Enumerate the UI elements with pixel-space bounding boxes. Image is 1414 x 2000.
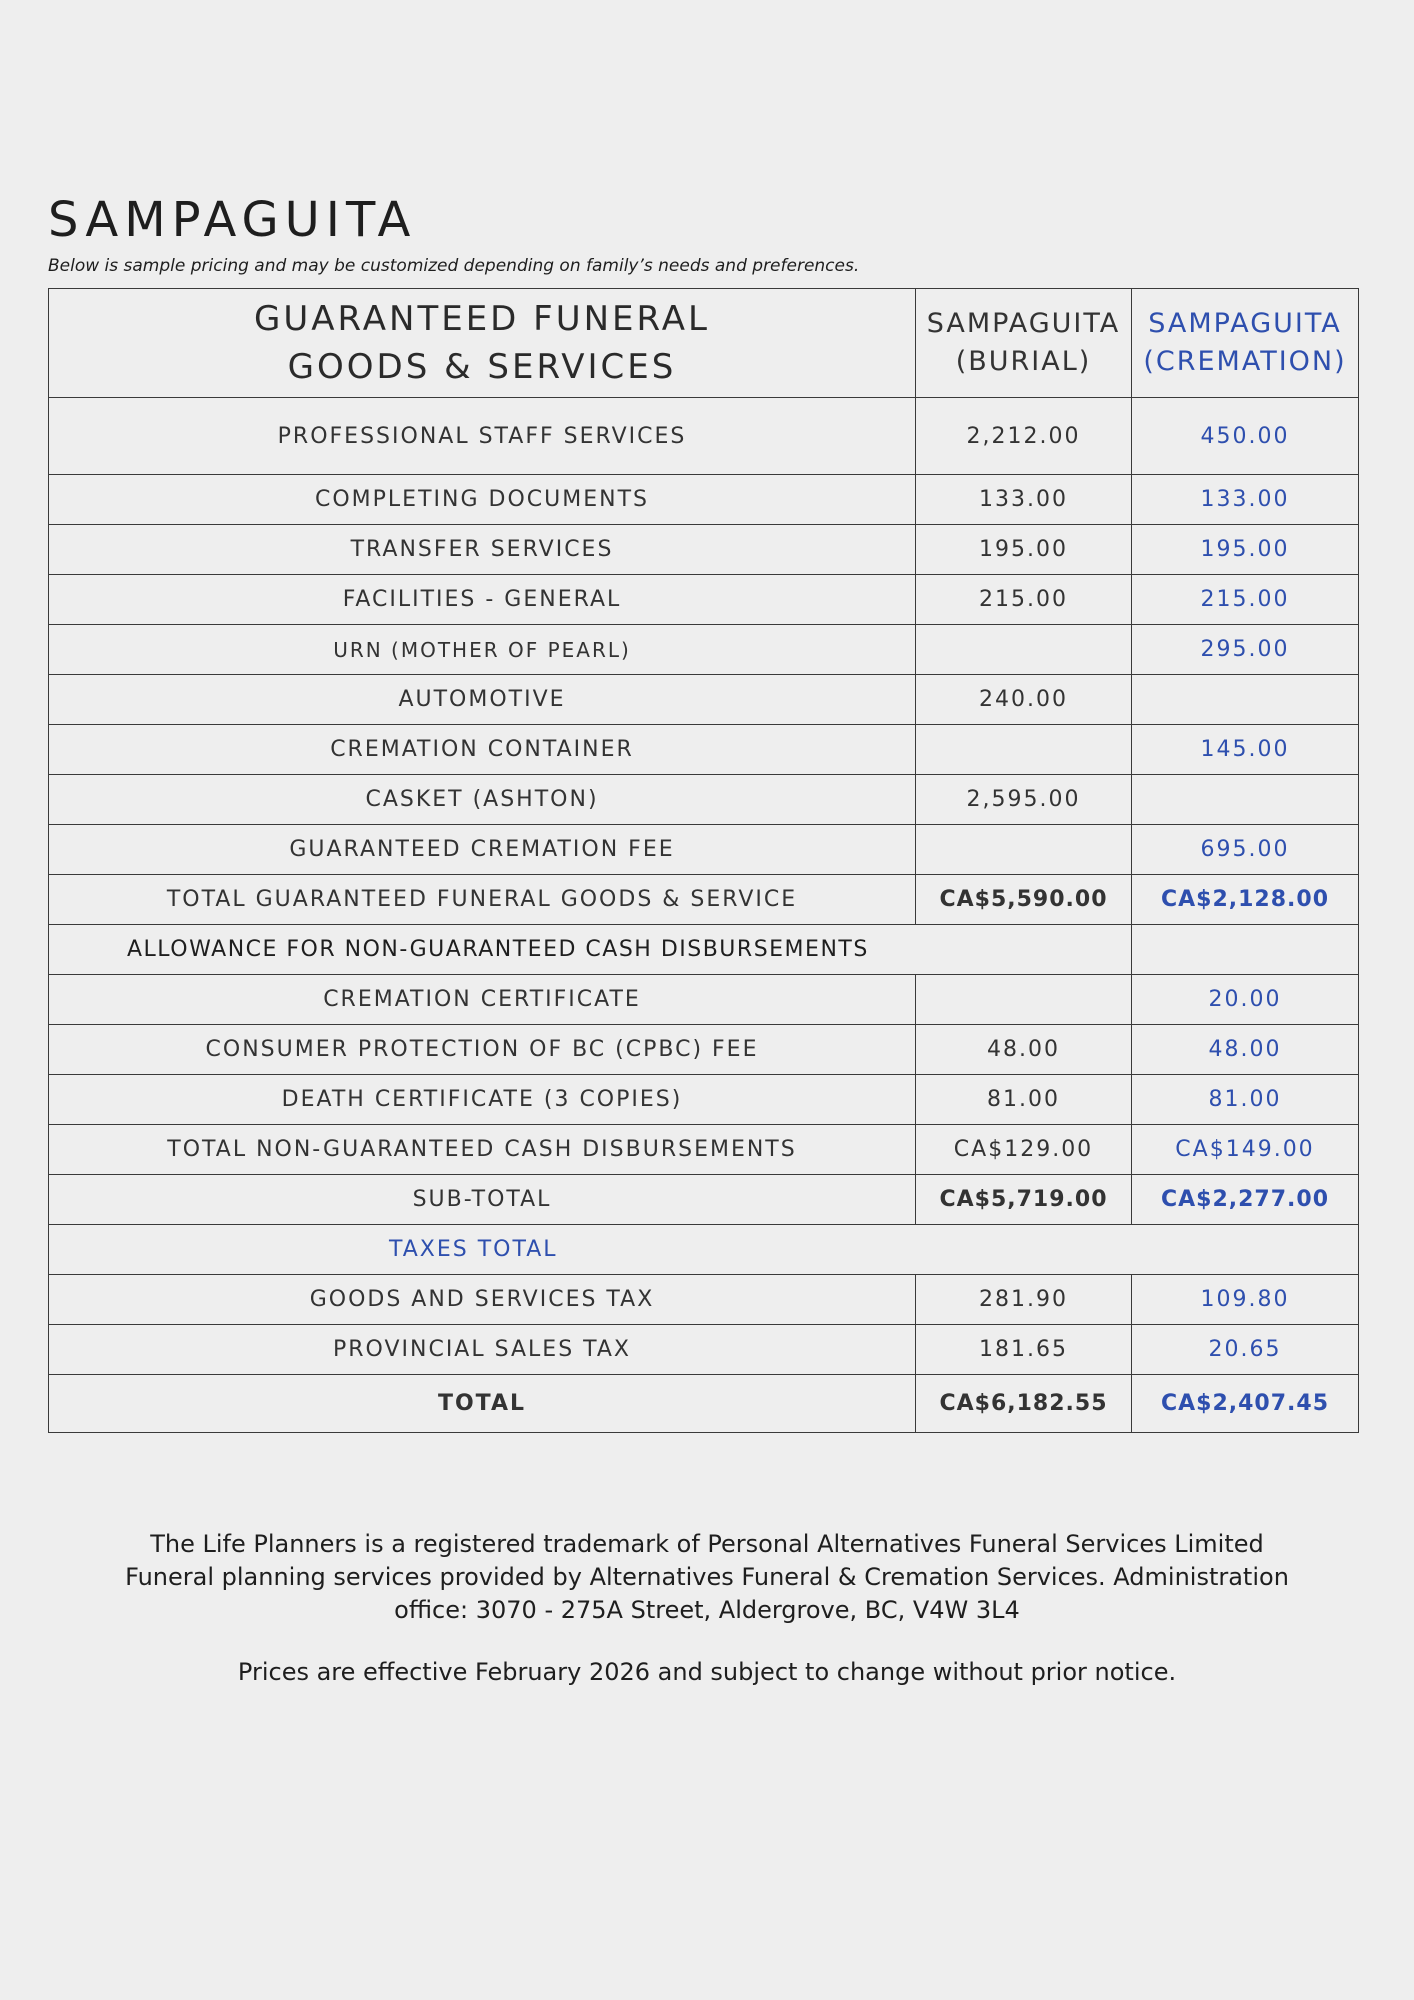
table-row — [49, 1025, 1359, 1075]
row-label: GOODS AND SERVICES TAX — [49, 1275, 916, 1325]
row-label: COMPLETING DOCUMENTS — [49, 475, 916, 525]
cremation-price: 450.00 — [1132, 398, 1359, 475]
cremation-price — [1132, 775, 1359, 825]
cremation-price: CA$2,277.00 — [1132, 1175, 1359, 1225]
allowance-heading: ALLOWANCE FOR NON-GUARANTEED CASH DISBURSEMENTS — [49, 925, 1132, 975]
cremation-price — [1132, 675, 1359, 725]
table-header-goods-services: GUARANTEED FUNERAL GOODS & SERVICES — [49, 289, 916, 398]
row-label: TRANSFER SERVICES — [49, 525, 916, 575]
burial-price: CA$129.00 — [916, 1125, 1132, 1175]
taxes-heading: TAXES TOTAL — [49, 1225, 1359, 1275]
row-label: GUARANTEED CREMATION FEE — [49, 825, 916, 875]
burial-price — [916, 975, 1132, 1025]
table-row — [49, 1325, 1359, 1375]
table-row — [49, 575, 1359, 625]
empty-cell — [1132, 925, 1359, 975]
burial-price — [916, 825, 1132, 875]
cremation-price: CA$149.00 — [1132, 1125, 1359, 1175]
burial-price: 133.00 — [916, 475, 1132, 525]
table-row — [49, 525, 1359, 575]
grand-total-row — [49, 1375, 1359, 1433]
cremation-price: 145.00 — [1132, 725, 1359, 775]
table-row — [49, 975, 1359, 1025]
cremation-price: 695.00 — [1132, 825, 1359, 875]
burial-price — [916, 625, 1132, 675]
row-label: CONSUMER PROTECTION OF BC (CPBC) FEE — [49, 1025, 916, 1075]
footer-services: Funeral planning services provided by Alternatives Funeral & Cremation Services. Administration — [125, 1563, 1289, 1591]
row-label: TOTAL — [49, 1375, 916, 1433]
row-label: CREMATION CONTAINER — [49, 725, 916, 775]
burial-price: CA$6,182.55 — [916, 1375, 1132, 1433]
cremation-price: 195.00 — [1132, 525, 1359, 575]
burial-price: 48.00 — [916, 1025, 1132, 1075]
table-row — [49, 725, 1359, 775]
subtotal-row — [49, 1175, 1359, 1225]
cremation-price: 48.00 — [1132, 1025, 1359, 1075]
row-label: PROFESSIONAL STAFF SERVICES — [49, 398, 916, 475]
table-row — [49, 1075, 1359, 1125]
row-label: CASKET (ASHTON) — [49, 775, 916, 825]
footer — [0, 1528, 1414, 1689]
burial-price: CA$5,719.00 — [916, 1175, 1132, 1225]
footer-address: office: 3070 - 275A Street, Aldergrove, BC, V4W 3L4 — [394, 1596, 1020, 1624]
pricing-disclaimer: Below is sample pricing and may be customized depending on family’s needs and preferences. — [48, 256, 860, 276]
burial-price — [916, 725, 1132, 775]
cremation-price: 295.00 — [1132, 625, 1359, 675]
table-row — [49, 398, 1359, 475]
table-row — [49, 475, 1359, 525]
taxes-heading-row — [49, 1225, 1359, 1275]
table-header-cremation: SAMPAGUITA (CREMATION) — [1132, 289, 1359, 398]
cremation-price: 133.00 — [1132, 475, 1359, 525]
burial-price: 195.00 — [916, 525, 1132, 575]
table-row — [49, 775, 1359, 825]
cremation-price: CA$2,128.00 — [1132, 875, 1359, 925]
burial-price: 281.90 — [916, 1275, 1132, 1325]
cremation-price: 215.00 — [1132, 575, 1359, 625]
allowance-heading-row — [49, 925, 1359, 975]
pricing-table — [48, 288, 1359, 1433]
table-header-burial: SAMPAGUITA (BURIAL) — [916, 289, 1132, 398]
footer-price-notice: Prices are effective February 2026 and subject to change without prior notice. — [237, 1658, 1177, 1686]
total-guaranteed-row — [49, 875, 1359, 925]
table-row — [49, 1275, 1359, 1325]
cremation-price: 20.00 — [1132, 975, 1359, 1025]
row-label: FACILITIES - GENERAL — [49, 575, 916, 625]
row-label: URN (MOTHER OF PEARL) — [49, 625, 916, 675]
row-label: PROVINCIAL SALES TAX — [49, 1325, 916, 1375]
burial-price: 215.00 — [916, 575, 1132, 625]
row-label: DEATH CERTIFICATE (3 COPIES) — [49, 1075, 916, 1125]
row-label: SUB-TOTAL — [49, 1175, 916, 1225]
footer-trademark: The Life Planners is a registered trademark of Personal Alternatives Funeral Services Limited — [150, 1530, 1264, 1558]
burial-price: 81.00 — [916, 1075, 1132, 1125]
burial-price: 181.65 — [916, 1325, 1132, 1375]
page-title: SAMPAGUITA — [48, 192, 417, 248]
cremation-price: 20.65 — [1132, 1325, 1359, 1375]
burial-price: 2,212.00 — [916, 398, 1132, 475]
burial-price: CA$5,590.00 — [916, 875, 1132, 925]
burial-price: 240.00 — [916, 675, 1132, 725]
row-label: AUTOMOTIVE — [49, 675, 916, 725]
cremation-price: 81.00 — [1132, 1075, 1359, 1125]
cremation-price: 109.80 — [1132, 1275, 1359, 1325]
table-row — [49, 675, 1359, 725]
row-label: TOTAL GUARANTEED FUNERAL GOODS & SERVICE — [49, 875, 916, 925]
table-row — [49, 825, 1359, 875]
cremation-price: CA$2,407.45 — [1132, 1375, 1359, 1433]
burial-price: 2,595.00 — [916, 775, 1132, 825]
table-row — [49, 625, 1359, 675]
row-label: CREMATION CERTIFICATE — [49, 975, 916, 1025]
total-disbursements-row — [49, 1125, 1359, 1175]
table-header-row — [49, 289, 1359, 398]
row-label: TOTAL NON-GUARANTEED CASH DISBURSEMENTS — [49, 1125, 916, 1175]
